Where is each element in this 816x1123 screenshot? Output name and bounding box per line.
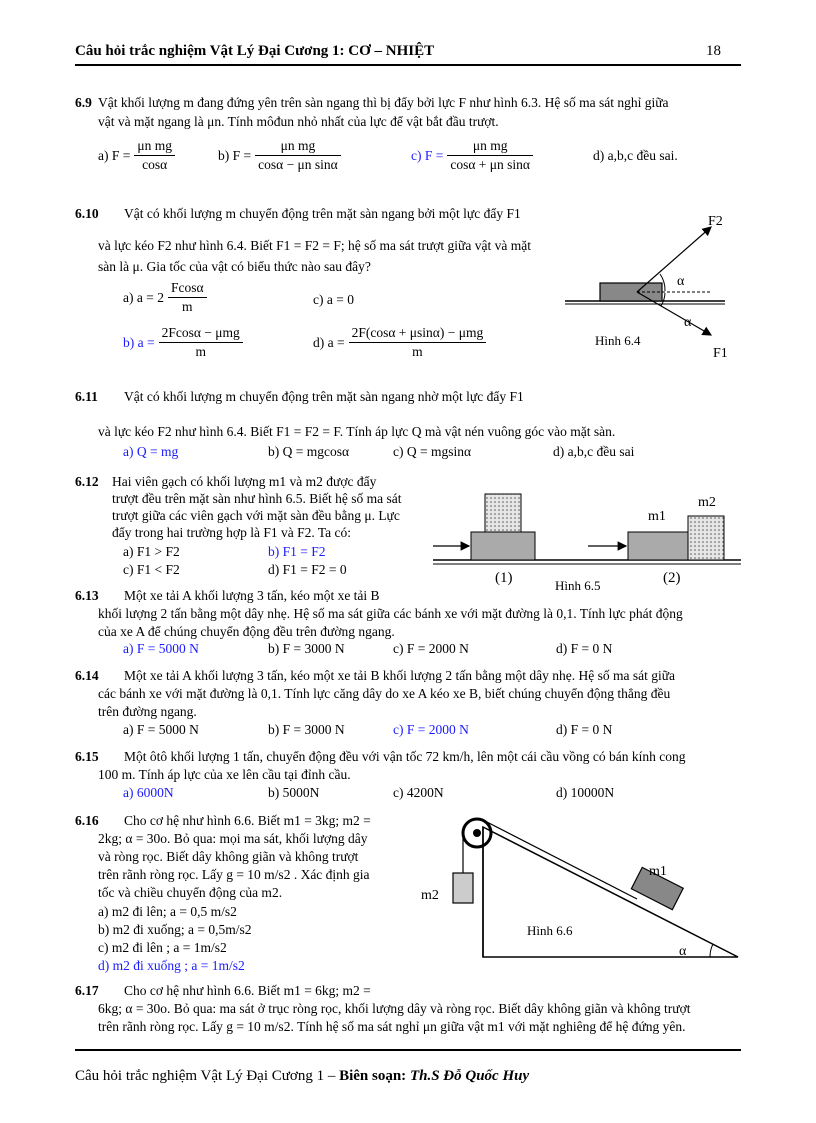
q69-option-a[interactable]: [98, 138, 179, 173]
f1-label: F1: [713, 346, 728, 361]
q614-text-line3: trên đường ngang.: [98, 704, 197, 719]
q69-a-numerator: μn mg: [134, 138, 175, 156]
mass-m2: [453, 873, 473, 903]
footer-rule: [75, 1049, 741, 1051]
q69-text-line2: vật và mặt ngang là μn. Tính môđun nhỏ nhất của lực để vật bắt đầu trượt.: [98, 114, 499, 129]
q69-a-fraction: [134, 138, 175, 173]
alpha-bottom-label: α: [684, 315, 692, 330]
q69-b-denominator: cosα − μn sinα: [258, 157, 338, 172]
q615-text-line2: 100 m. Tính áp lực của xe lên cầu tại đỉnh cầu.: [98, 767, 351, 782]
q615-text-line1: Một ôtô khối lượng 1 tấn, chuyển động đều với vận tốc 72 km/h, lên một cái cầu vồng có bán kính cong: [124, 749, 686, 764]
q610-number: 6.10: [75, 206, 99, 221]
q615-option-d[interactable]: d) 10000N: [556, 785, 615, 800]
q69-option-d[interactable]: d) a,b,c đều sai.: [593, 148, 678, 163]
figure-6-5: [433, 480, 743, 590]
fig64-caption: Hình 6.4: [595, 333, 641, 348]
q69-c-numerator: μn mg: [447, 138, 533, 156]
page-number: 18: [706, 43, 721, 59]
q610-b-fraction: [159, 325, 243, 360]
q69-c-fraction: [447, 138, 533, 173]
q613-number: 6.13: [75, 588, 99, 603]
q614-text-line1: Một xe tải A khối lượng 3 tấn, kéo một xe tải B khối lượng 2 tấn bằng một dây nhẹ. Hệ số ma sát giữa: [124, 668, 676, 683]
q613-option-c[interactable]: c) F = 2000 N: [393, 641, 469, 656]
m2-label: m2: [698, 495, 716, 510]
brick-m2-side: [688, 516, 724, 560]
q69-a-label: a) F =: [98, 147, 131, 163]
q613-text-line1: Một xe tải A khối lượng 3 tấn, kéo một xe tải B: [124, 588, 380, 603]
q613-option-b[interactable]: b) F = 3000 N: [268, 641, 345, 656]
q614-option-d[interactable]: d) F = 0 N: [556, 722, 613, 737]
q610-b-denominator: m: [195, 344, 206, 359]
q610-a-numerator: Fcosα: [168, 280, 207, 298]
q612-option-d[interactable]: d) F1 = F2 = 0: [268, 562, 347, 577]
alpha-label: α: [679, 944, 687, 959]
q616-text-line4: trên rãnh ròng rọc. Lấy g = 10 m/s2 . Xác định gia: [98, 867, 370, 882]
m2-label: m2: [421, 888, 439, 903]
q612-text-line1: Hai viên gạch có khối lượng m1 và m2 được đẩy: [112, 474, 377, 489]
q610-d-denominator: m: [412, 344, 423, 359]
alpha-top-label: α: [677, 274, 685, 289]
q610-d-numerator: 2F(cosα + μsinα) − μmg: [349, 325, 487, 343]
q610-option-d[interactable]: [313, 325, 490, 360]
q615-number: 6.15: [75, 749, 99, 764]
force-f1-arrow: [637, 292, 711, 335]
q610-a-label: a) a = 2: [123, 289, 164, 305]
q617-text-line3: trên rãnh ròng rọc. Lấy g = 10 m/s2. Tính hệ số ma sát nghỉ μn giữa vật m1 với mặt nghiêng để hệ đứng yên.: [98, 1019, 686, 1034]
q69-text-line1: Vật khối lượng m đang đứng yên trên sàn ngang thì bị đẩy bởi lực F như hình 6.3. Hệ số ma sát nghỉ giữa: [98, 95, 669, 110]
q69-option-c[interactable]: [411, 138, 537, 173]
q613-text-line3: của xe A để chúng chuyển động đều trên đường ngang.: [98, 624, 395, 639]
q616-number: 6.16: [75, 813, 99, 828]
q611-option-c[interactable]: c) Q = mgsinα: [393, 444, 472, 459]
q614-option-a[interactable]: a) F = 5000 N: [123, 722, 199, 737]
q610-text-line1: Vật có khối lượng m chuyển động trên mặt sàn ngang bởi một lực đẩy F1: [124, 206, 521, 221]
footer-author: Th.S Đỗ Quốc Huy: [409, 1068, 530, 1084]
q612-option-b[interactable]: b) F1 = F2: [268, 544, 326, 559]
q613-text-line2: khối lượng 2 tấn bằng một dây nhẹ. Hệ số ma sát giữa các bánh xe với mặt đường là 0,1. Tính lực phát động: [98, 606, 683, 621]
fig66-caption: Hình 6.6: [527, 923, 573, 938]
f2-label: F2: [708, 214, 723, 229]
case-2-label: (2): [663, 570, 681, 586]
q610-d-label: d) a =: [313, 334, 345, 350]
q616-option-d[interactable]: d) m2 đi xuống ; a = 1m/s2: [98, 958, 245, 973]
brick-m1-base: [471, 532, 535, 560]
brick-m2-stacked: [485, 494, 521, 532]
footer-prefix: Câu hỏi trắc nghiệm Vật Lý Đại Cương 1 –: [75, 1068, 340, 1084]
q612-text-line2: trượt đều trên mặt sàn như hình 6.5. Biết hệ số ma sát: [112, 491, 402, 506]
q611-number: 6.11: [75, 389, 98, 404]
q615-option-c[interactable]: c) 4200N: [393, 785, 444, 800]
q69-number: 6.9: [75, 95, 92, 110]
q69-option-b[interactable]: [218, 138, 345, 173]
q616-text-line1: Cho cơ hệ như hình 6.6. Biết m1 = 3kg; m2 =: [124, 813, 371, 828]
figure-6-4: [565, 205, 750, 375]
q616-text-line2: 2kg; α = 30o. Bỏ qua: mọi ma sát, khối lượng dây: [98, 831, 368, 846]
q69-b-numerator: μn mg: [255, 138, 341, 156]
brick-m1-side: [628, 532, 688, 560]
footer-compiled-label: Biên soạn:: [339, 1068, 407, 1084]
q610-b-label: b) a =: [123, 334, 155, 350]
header-title: Câu hỏi trắc nghiệm Vật Lý Đại Cương 1: CƠ – NHIỆT: [75, 43, 435, 59]
q616-text-line5: tốc và chiều chuyển động của m2.: [98, 885, 283, 900]
q612-option-a[interactable]: a) F1 > F2: [123, 544, 180, 559]
q610-a-fraction: [168, 280, 207, 315]
q617-text-line2: 6kg; α = 30o. Bỏ qua: ma sát ở trục ròng rọc, khối lượng dây và ròng rọc. Biết dây không giãn và không trượt: [98, 1001, 691, 1016]
header-rule: [75, 64, 741, 66]
force-f2-arrow: [637, 227, 711, 292]
q614-option-c[interactable]: c) F = 2000 N: [393, 722, 469, 737]
q615-option-b[interactable]: b) 5000N: [268, 785, 320, 800]
q614-number: 6.14: [75, 668, 99, 683]
q616-option-c[interactable]: c) m2 đi lên ; a = 1m/s2: [98, 940, 227, 955]
q610-d-fraction: [349, 325, 487, 360]
rope-incline: [483, 820, 637, 899]
q610-option-a[interactable]: [123, 280, 211, 315]
q69-c-label: c) F =: [411, 147, 444, 163]
fig65-caption: Hình 6.5: [555, 578, 601, 590]
q610-option-b[interactable]: [123, 325, 247, 360]
q610-b-numerator: 2Fcosα − μmg: [159, 325, 243, 343]
q616-option-b[interactable]: b) m2 đi xuống; a = 0,5m/s2: [98, 922, 252, 937]
q611-option-d[interactable]: d) a,b,c đều sai: [553, 444, 635, 459]
q614-text-line2: các bánh xe với mặt đường là 0,1. Tính lực căng dây do xe A kéo xe B, biết chúng chuyển động thẳng đều: [98, 686, 671, 701]
q69-c-denominator: cosα + μn sinα: [450, 157, 530, 172]
q610-a-denominator: m: [182, 299, 193, 314]
q611-text-line1: Vật có khối lượng m chuyển động trên mặt sàn ngang nhờ một lực đẩy F1: [124, 389, 524, 404]
angle-arc: [710, 944, 713, 957]
q610-text-line3: sàn là μ. Gia tốc của vật có biểu thức nào sau đây?: [98, 259, 371, 274]
q69-b-label: b) F =: [218, 147, 252, 163]
q617-text-line1: Cho cơ hệ như hình 6.6. Biết m1 = 6kg; m2 =: [124, 983, 371, 998]
q612-text-line4: đẩy trong hai trường hợp là F1 và F2. Ta có:: [112, 525, 351, 540]
q614-option-b[interactable]: b) F = 3000 N: [268, 722, 345, 737]
q612-option-c[interactable]: c) F1 < F2: [123, 562, 180, 577]
q613-option-a[interactable]: a) F = 5000 N: [123, 641, 199, 656]
m1-label: m1: [649, 864, 667, 879]
q615-option-a[interactable]: a) 6000N: [123, 785, 174, 800]
q69-b-fraction: [255, 138, 341, 173]
figure-6-6: [415, 815, 745, 965]
footer-text: [75, 1068, 529, 1084]
q616-text-line3: và ròng rọc. Biết dây không giãn và không trượt: [98, 849, 359, 864]
q611-option-a[interactable]: a) Q = mg: [123, 444, 179, 459]
case-1-label: (1): [495, 570, 513, 586]
q616-option-a[interactable]: a) m2 đi lên; a = 0,5 m/s2: [98, 904, 237, 919]
q611-text-line2: và lực kéo F2 như hình 6.4. Biết F1 = F2 = F. Tính áp lực Q mà vật nén vuông góc vào mặt sàn.: [98, 424, 616, 439]
q69-a-denominator: cosα: [142, 157, 168, 172]
q612-number: 6.12: [75, 474, 99, 489]
q613-option-d[interactable]: d) F = 0 N: [556, 641, 613, 656]
q611-option-b[interactable]: b) Q = mgcosα: [268, 444, 350, 459]
incline-triangle: [483, 827, 738, 957]
m1-label: m1: [648, 509, 666, 524]
q610-option-c[interactable]: c) a = 0: [313, 292, 354, 307]
q612-text-line3: trượt giữa các viên gạch với mặt sàn đều bằng μ. Lực: [112, 508, 400, 523]
pulley-axle: [473, 829, 481, 837]
q617-number: 6.17: [75, 983, 99, 998]
q610-text-line2: và lực kéo F2 như hình 6.4. Biết F1 = F2 = F; hệ số ma sát trượt giữa vật và mặt: [98, 238, 531, 253]
